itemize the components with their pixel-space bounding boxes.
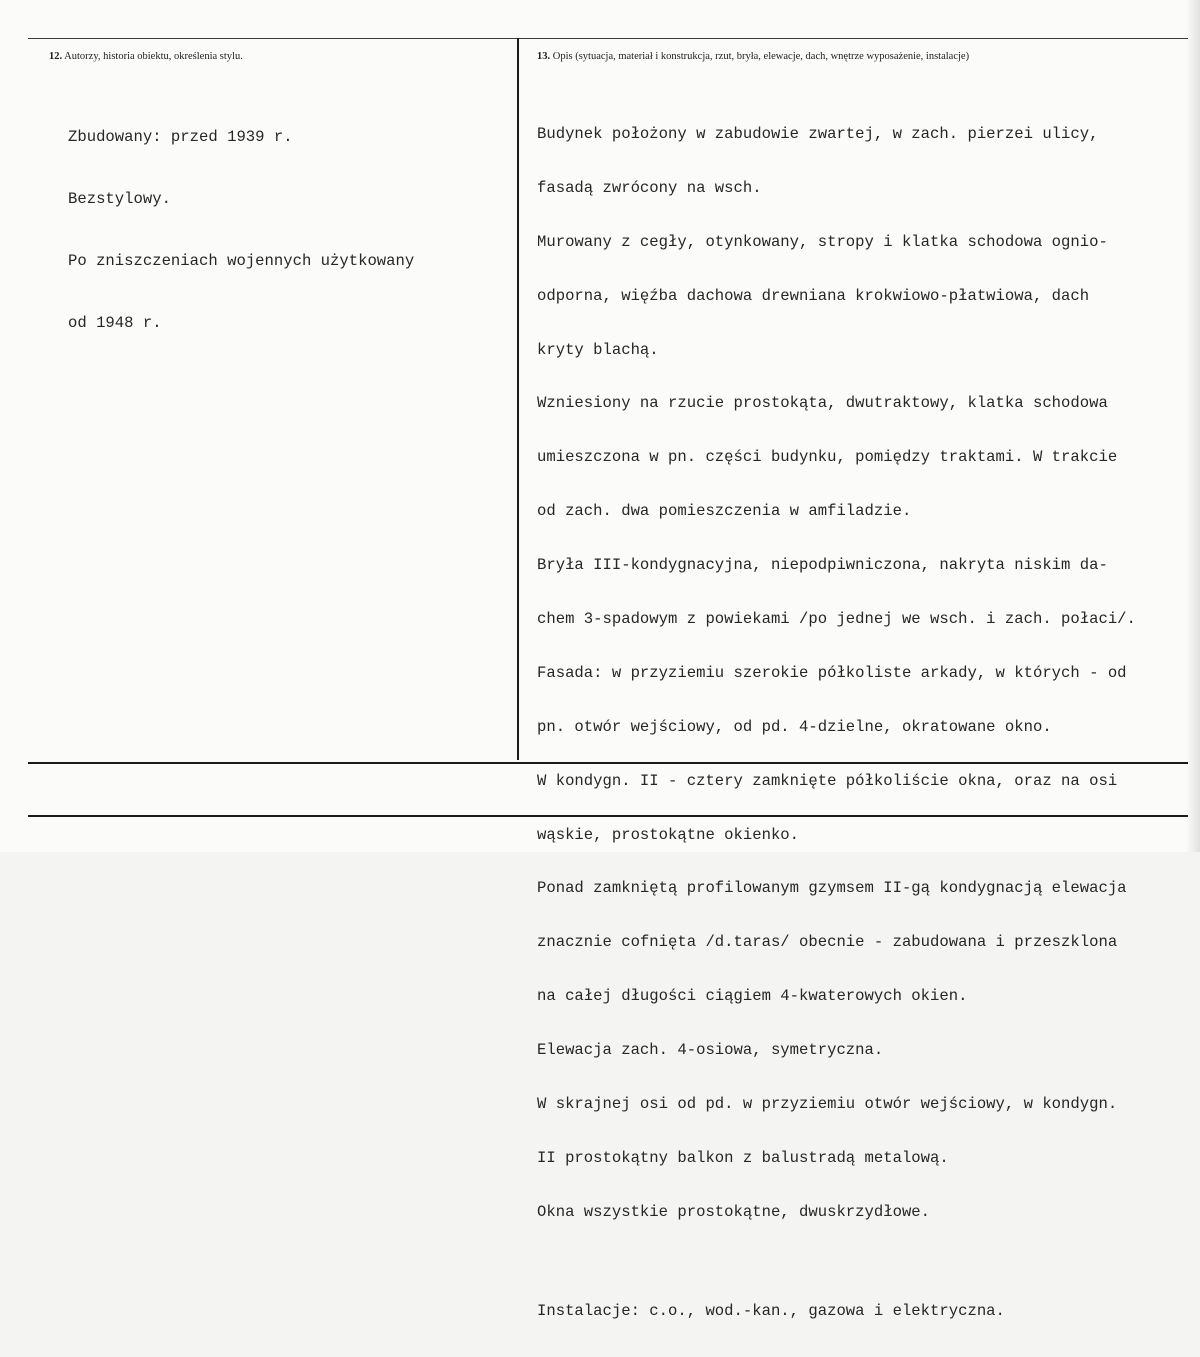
left-line: od 1948 r.	[68, 314, 162, 332]
section-12-header	[49, 51, 243, 62]
section-13-title: Opis (sytuacja, materiał i konstrukcja, rzut, bryła, elewacje, dach, wnętrze wyposażenie, instalacje)	[552, 51, 970, 62]
left-line: Zbudowany: przed 1939 r.	[68, 128, 293, 146]
top-rule	[28, 38, 1188, 39]
section-13-body	[537, 90, 1136, 1357]
right-line: Budynek położony w zabudowie zwartej, w zach. pierzei ulicy,	[537, 125, 1099, 143]
right-line: W skrajnej osi od pd. w przyziemiu otwór wejściowy, w kondygn.	[537, 1095, 1118, 1114]
column-divider	[517, 38, 519, 760]
right-line: W kondygn. II - cztery zamknięte półkoliście okna, oraz na osi	[537, 771, 1118, 790]
right-line: znacznie cofnięta /d.taras/ obecnie - zabudowana i przeszklona	[537, 933, 1118, 952]
right-line: Fasada: w przyziemiu szerokie półkoliste arkady, w których - od	[537, 663, 1127, 682]
left-line: Po zniszczeniach wojennych użytkowany	[68, 252, 415, 270]
right-line: umieszczona w pn. części budynku, pomiędzy traktami. W trakcie	[537, 448, 1118, 467]
right-line: Bryła III-kondygnacyjna, niepodpiwniczona, nakryta niskim da-	[537, 556, 1108, 575]
section-12-body	[68, 88, 414, 372]
right-line: Instalacje: c.o., wod.-kan., gazowa i elektryczna.	[537, 1301, 1005, 1320]
right-line: Okna wszystkie prostokątne, dwuskrzydłowe.	[537, 1202, 931, 1221]
right-line: Ponad zamkniętą profilowanym gzymsem II-gą kondygnacją elewacja	[537, 879, 1127, 898]
right-line: wąskie, prostokątne okienko.	[537, 825, 800, 844]
right-line: fasadą zwrócony na wsch.	[537, 178, 762, 197]
page-edge-shadow	[1186, 0, 1200, 852]
right-line: pn. otwór wejściowy, od pd. 4-dzielne, okratowane okno.	[537, 717, 1052, 736]
right-line: Elewacja zach. 4-osiowa, symetryczna.	[537, 1041, 884, 1060]
right-line: na całej długości ciągiem 4-kwaterowych okien.	[537, 987, 968, 1006]
right-line: Murowany z cegły, otynkowany, stropy i klatka schodowa ognio-	[537, 232, 1108, 251]
right-line: Wzniesiony na rzucie prostokąta, dwutraktowy, klatka schodowa	[537, 394, 1108, 413]
right-line: II prostokątny balkon z balustradą metalową.	[537, 1148, 949, 1167]
section-12-number: 12.	[49, 51, 63, 62]
left-line: Bezstylowy.	[68, 190, 171, 208]
section-12-title: Autorzy, historia obiektu, określenia stylu.	[64, 51, 243, 62]
right-line: kryty blachą.	[537, 340, 659, 359]
right-line: od zach. dwa pomieszczenia w amfiladzie.	[537, 502, 912, 521]
right-line: chem 3-spadowym z powiekami /po jednej we wsch. i zach. połaci/.	[537, 610, 1136, 629]
section-13-header	[537, 51, 969, 62]
paragraph-gap	[537, 1258, 1136, 1267]
section-13-number: 13.	[537, 51, 551, 62]
right-line: odporna, więźba dachowa drewniana krokwiowo-płatwiowa, dach	[537, 286, 1090, 305]
